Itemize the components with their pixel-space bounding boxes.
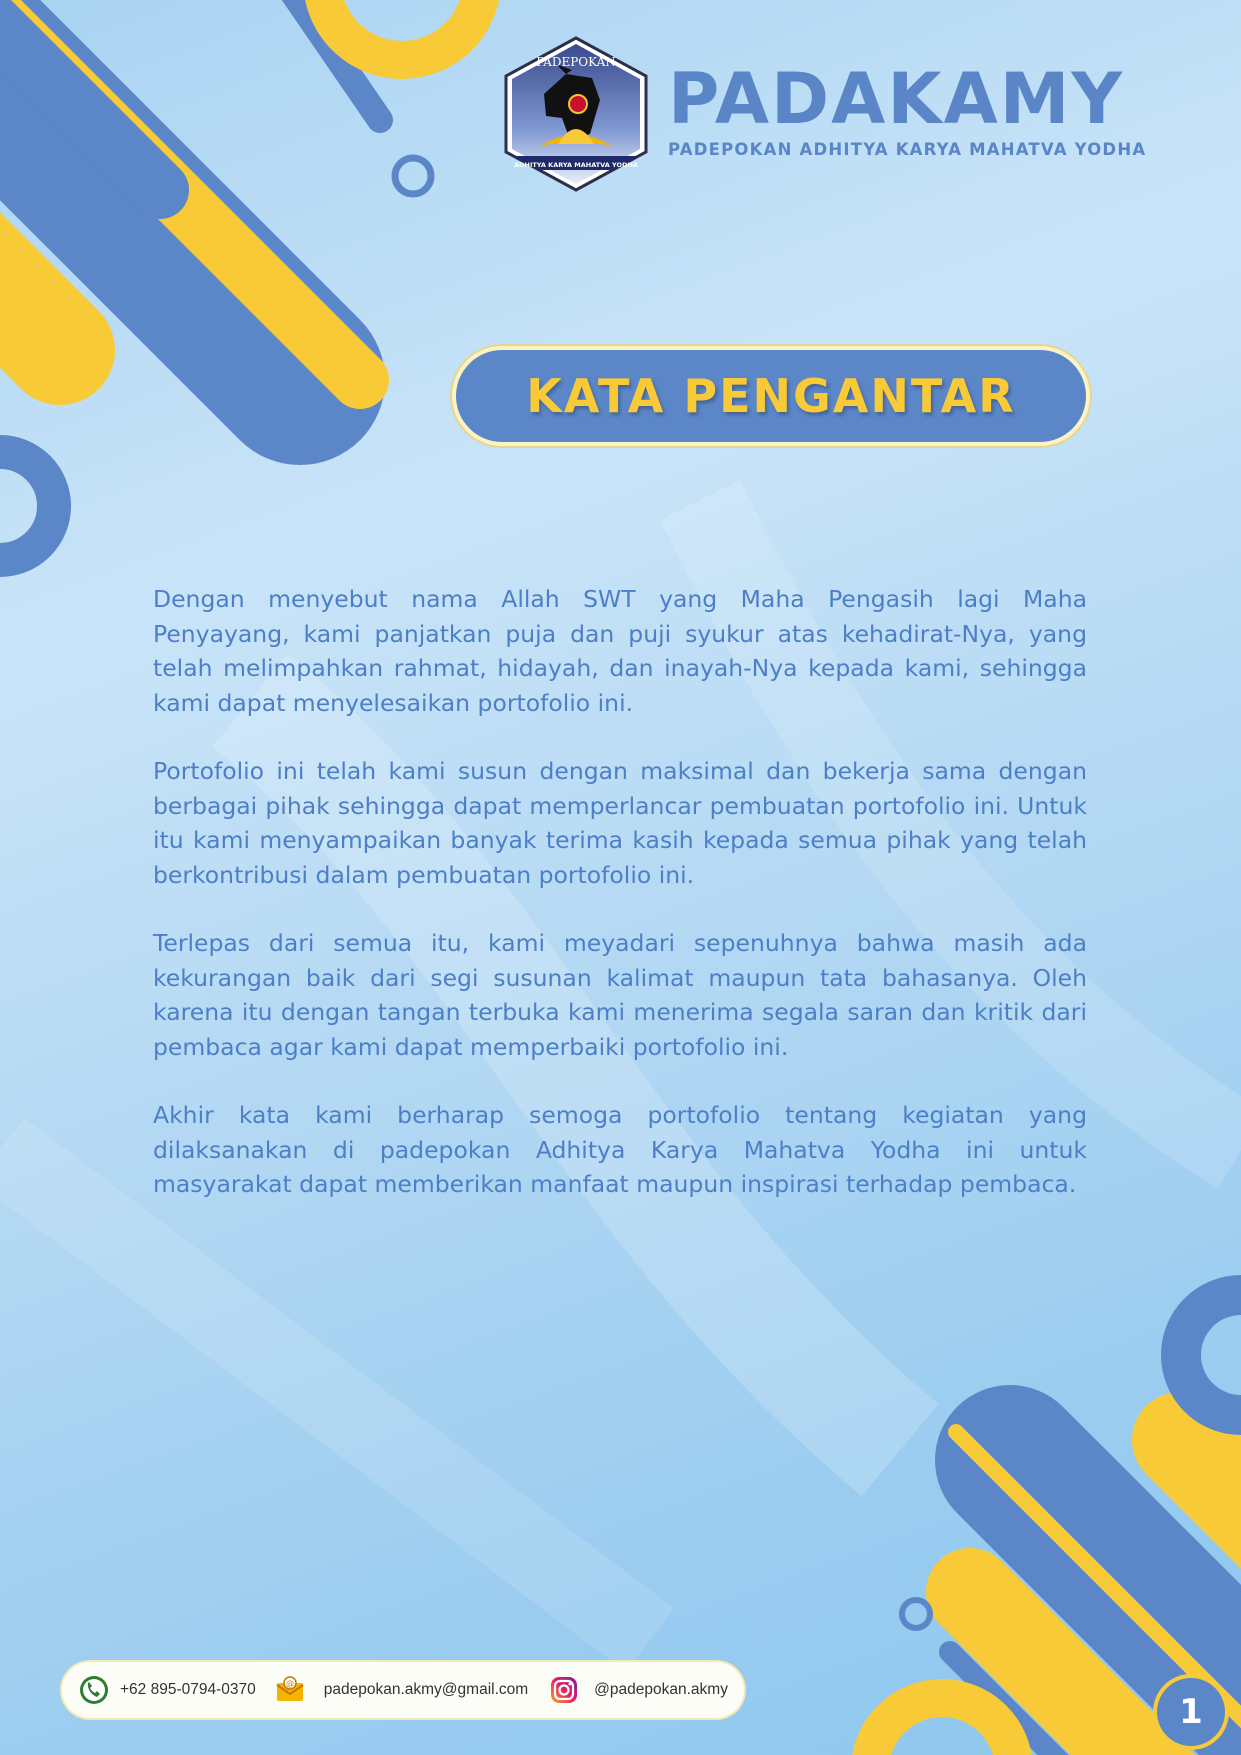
paragraph: Dengan menyebut nama Allah SWT yang Maha Pengasih lagi Maha Penyayang, kami panjatkan puja dan puji syukur atas kehadirat-Nya, yang telah melimpahkan rahmat, hidayah, dan inayah-Nya kepada kami, sehingga kami dapat menyelesaikan portofolio ini.	[153, 585, 1087, 717]
title-banner	[456, 350, 1086, 442]
brand-subtitle: PADEPOKAN ADHITYA KARYA MAHATVA YODHA	[668, 140, 1147, 159]
brand-header	[668, 60, 1146, 159]
svg-text:@: @	[285, 1679, 294, 1688]
brand-name: PADAKAMY	[668, 58, 1125, 140]
top-left-shapes	[0, 0, 482, 560]
logo-top-text: PADEPOKAN	[536, 55, 616, 69]
contact-bar	[62, 1662, 744, 1718]
mail-icon	[274, 1674, 306, 1706]
padepokan-logo	[496, 34, 656, 194]
page-number: 1	[1179, 1692, 1203, 1732]
phone-icon	[78, 1674, 110, 1706]
instagram-icon	[548, 1674, 580, 1706]
foreword-body	[153, 582, 1087, 1236]
page-number-badge	[1157, 1678, 1225, 1746]
email-address[interactable]: padepokan.akmy@gmail.com	[323, 1681, 529, 1698]
paragraph: Portofolio ini telah kami susun dengan maksimal dan bekerja sama dengan berbagai pihak sehingga dapat memperlancar pembuatan portofolio ini. Untuk itu kami menyampaikan banyak terima kasih kepada semua pihak yang telah berkontribusi dalam pembuatan portofolio ini.	[153, 757, 1087, 889]
phone-number[interactable]: +62 895-0794-0370	[120, 1681, 256, 1698]
logo-bottom-text: ADHITYA KARYA MAHATVA YODHA	[514, 161, 638, 169]
paragraph: Terlepas dari semua itu, kami meyadari sepenuhnya bahwa masih ada kekurangan baik dari segi susunan kalimat maupun tata bahasanya. Oleh karena itu dengan tangan terbuka kami menerima segala saran dan kritik dari pembaca agar kami dapat memperbaiki portofolio ini.	[153, 929, 1087, 1061]
paragraph: Akhir kata kami berharap semoga portofolio tentang kegiatan yang dilaksanakan di padepokan Adhitya Karya Mahatva Yodha ini untuk masyarakat dapat memberikan manfaat maupun inspirasi terhadap pembaca.	[153, 1101, 1087, 1198]
page-title: KATA PENGANTAR	[526, 369, 1016, 423]
instagram-handle[interactable]: @padepokan.akmy	[594, 1681, 728, 1698]
